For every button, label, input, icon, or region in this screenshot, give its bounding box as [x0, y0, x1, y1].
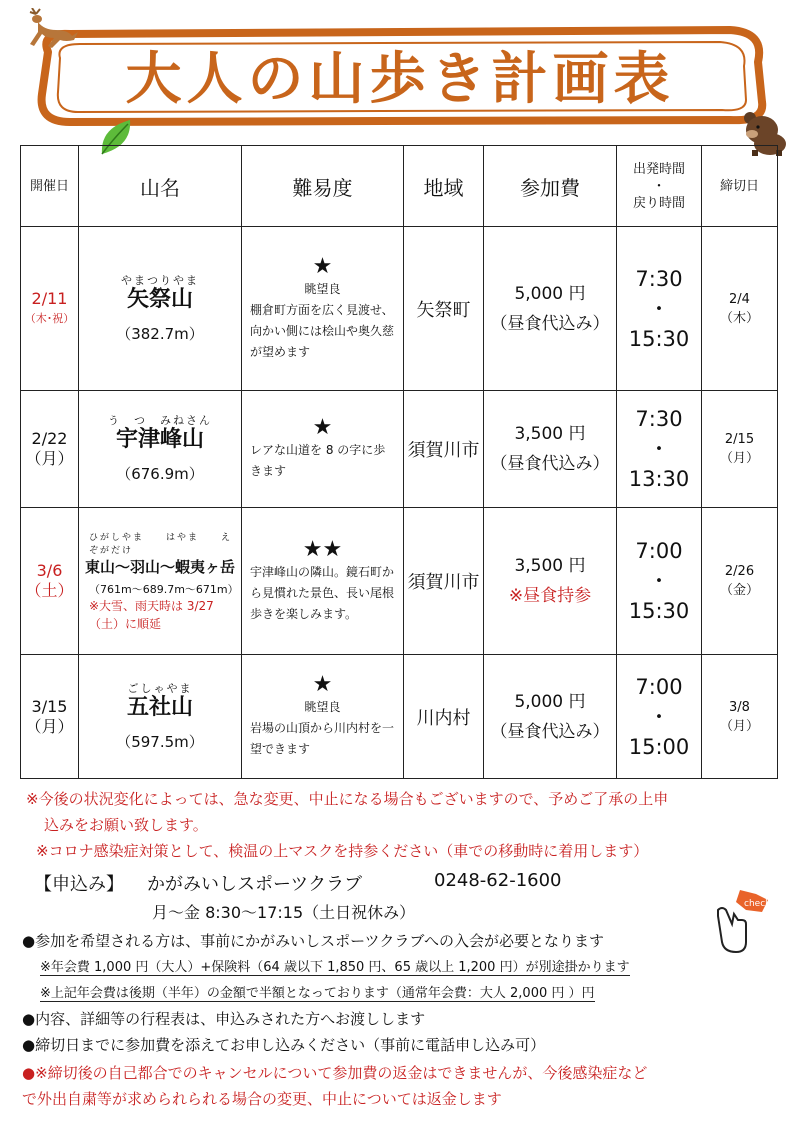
header-difficulty: 難易度 — [242, 146, 404, 227]
deadline-day: （月） — [719, 718, 759, 734]
row-difficulty — [242, 655, 404, 779]
schedule-table — [20, 145, 778, 779]
postpone-note: ※大雪、雨天時は 3/27（土）に順延 — [89, 598, 214, 631]
difficulty-stars: ★ — [312, 253, 333, 279]
mountain-ruby: う つ みねさん — [108, 414, 212, 427]
row-region: 須賀川市 — [404, 391, 484, 508]
apply-org: かがみいしスポーツクラブ — [147, 874, 363, 895]
difficulty-desc: レアな山道を 8 の字に歩きます — [250, 443, 386, 478]
fee-note: （昼食代込み） — [490, 721, 610, 742]
deer-icon — [22, 8, 82, 54]
difficulty-stars: ★ — [312, 415, 333, 440]
bullet-membership: ●参加を希望される方は、事前にかがみいしスポーツクラブへの入会が必要となります — [22, 932, 605, 950]
row-date — [21, 391, 79, 508]
table-row — [21, 227, 778, 391]
mountain-ruby: やまつりやま — [121, 273, 199, 287]
depart-time: 7:00 — [635, 674, 683, 699]
fee-amount: 3,500 円 — [514, 556, 586, 576]
fee-amount: 3,500 円 — [514, 424, 586, 444]
time-separator: ・ — [648, 437, 670, 461]
page-title: 大人の山歩き計画表 — [125, 47, 675, 112]
header-time — [617, 146, 702, 227]
return-time: 15:00 — [628, 734, 690, 759]
return-time: 15:30 — [628, 599, 690, 623]
table-row — [21, 391, 778, 508]
row-region: 川内村 — [404, 655, 484, 779]
mountain-name: 東山～羽山～蝦夷ヶ岳 — [84, 557, 235, 576]
row-time — [617, 227, 702, 391]
row-fee — [484, 391, 617, 508]
row-deadline — [702, 508, 778, 655]
deadline-date: 3/8 — [729, 699, 750, 715]
row-fee — [484, 227, 617, 391]
bullet-itinerary: ●内容、詳細等の行程表は、申込みされた方へお渡しします — [22, 1010, 426, 1028]
date-value: 2/22 — [31, 429, 68, 448]
fee-note: （昼食代込み） — [490, 313, 610, 334]
apply-hours: 月～金 8:30～17:15（土日祝休み） — [152, 903, 416, 922]
difficulty-tag: 眺望良 — [304, 281, 341, 296]
mountain-ruby: ごしゃやま — [127, 681, 193, 695]
header-mountain: 山名 — [79, 146, 242, 227]
row-deadline — [702, 391, 778, 508]
warning-change-2: 込みをお願い致します。 — [44, 816, 208, 834]
header-deadline: 締切日 — [702, 146, 778, 227]
header-time-return: 戻り時間 — [632, 195, 685, 211]
fee-amount: 5,000 円 — [514, 283, 586, 304]
bullet-cancel-2: で外出自粛等が求められられる場合の変更、中止については返金します — [22, 1090, 502, 1108]
row-region: 須賀川市 — [404, 508, 484, 655]
fee-amount: 5,000 円 — [514, 691, 586, 712]
mountain-elevation: （382.7m） — [116, 324, 204, 343]
membership-fee-note: ※年会費 1,000 円（大人）+保険料（64 歳以下 1,850 円、65 歳以上 1,200 円）が別途掛かります — [40, 956, 630, 976]
depart-time: 7:30 — [635, 266, 683, 291]
header-time-dot: ・ — [652, 178, 666, 194]
apply-label: 【申込み】 — [34, 874, 124, 895]
membership-half-note: ※上記年会費は後期（半年）の金額で半額となっております（通常年会費：大人 2,000 円 ）円 — [40, 982, 595, 1002]
header-time-depart: 出発時間 — [632, 161, 685, 177]
date-value: 2/11 — [31, 288, 68, 308]
row-mountain — [79, 655, 242, 779]
mountain-elevation: （676.9m） — [116, 465, 204, 483]
difficulty-stars: ★★ — [302, 536, 343, 562]
row-deadline — [702, 227, 778, 391]
row-mountain — [79, 391, 242, 508]
depart-time: 7:30 — [635, 407, 683, 431]
check-hand-icon — [706, 886, 770, 956]
row-time — [617, 391, 702, 508]
deadline-day: （月） — [719, 451, 759, 466]
date-value: 3/6 — [36, 561, 63, 580]
row-region: 矢祭町 — [404, 227, 484, 391]
return-time: 13:30 — [628, 467, 690, 491]
row-fee — [484, 655, 617, 779]
date-value: 3/15 — [31, 696, 68, 716]
row-date — [21, 508, 79, 655]
return-time: 15:30 — [628, 326, 690, 351]
difficulty-stars: ★ — [312, 672, 333, 697]
row-difficulty — [242, 227, 404, 391]
check-label: check — [744, 899, 770, 909]
apply-phone: 0248-62-1600 — [434, 870, 562, 891]
row-date — [21, 655, 79, 779]
fee-note: ※昼食持参 — [508, 586, 592, 606]
header-fee: 参加費 — [484, 146, 617, 227]
table-row — [21, 655, 778, 779]
date-day: （月） — [25, 449, 74, 468]
difficulty-desc: 棚倉町方面を広く見渡せ、向かい側には桧山や奥久慈が望めます — [250, 302, 395, 359]
difficulty-desc: 岩場の山頂から川内村を一望できます — [250, 721, 395, 756]
time-separator: ・ — [648, 569, 670, 593]
bullet-cancel-1: ●※締切後の自己都合でのキャンセルについて参加費の返金はできませんが、今後感染症など — [22, 1064, 648, 1082]
mountain-ruby: ひがしやま はやま えぞがだけ — [89, 532, 233, 556]
row-difficulty — [242, 391, 404, 508]
mountain-elevation: （597.5m） — [116, 732, 204, 751]
row-fee — [484, 508, 617, 655]
row-time — [617, 655, 702, 779]
date-day: （月） — [25, 716, 74, 736]
mountain-name: 五社山 — [126, 694, 193, 720]
row-difficulty — [242, 508, 404, 655]
depart-time: 7:00 — [635, 539, 683, 563]
bullet-deadline: ●締切日までに参加費を添えてお申し込みください（事前に電話申し込み可） — [22, 1036, 546, 1054]
row-mountain — [79, 227, 242, 391]
header-date: 開催日 — [21, 146, 79, 227]
fee-note: （昼食代込み） — [490, 454, 610, 474]
deadline-date: 2/26 — [724, 564, 755, 579]
deadline-date: 2/15 — [724, 432, 755, 447]
mountain-name: 矢祭山 — [126, 286, 193, 312]
deadline-date: 2/4 — [729, 291, 750, 307]
row-deadline — [702, 655, 778, 779]
table-row — [21, 508, 778, 655]
mountain-elevation: （761m～689.7m～671m） — [89, 582, 239, 596]
row-time — [617, 508, 702, 655]
header-region: 地域 — [404, 146, 484, 227]
table-header-row — [21, 146, 778, 227]
difficulty-desc: 宇津峰山の隣山。鏡石町から見慣れた景色、長い尾根歩きを楽しみます。 — [250, 564, 395, 621]
mountain-name: 宇津峰山 — [115, 427, 204, 452]
title-banner — [30, 22, 770, 128]
difficulty-tag: 眺望良 — [304, 700, 341, 714]
deadline-day: （金） — [719, 583, 759, 598]
row-mountain — [79, 508, 242, 655]
warning-covid: ※コロナ感染症対策として、検温の上マスクを持参ください（車での移動時に着用します） — [36, 842, 649, 860]
warning-change-1: ※今後の状況変化によっては、急な変更、中止になる場合もございますので、予めご了承の上申 — [26, 790, 669, 808]
date-day: （土） — [25, 581, 74, 600]
date-day: （木･祝） — [24, 311, 75, 325]
deadline-day: （木） — [719, 310, 759, 326]
time-separator: ・ — [648, 296, 670, 321]
row-date — [21, 227, 79, 391]
time-separator: ・ — [648, 704, 670, 729]
